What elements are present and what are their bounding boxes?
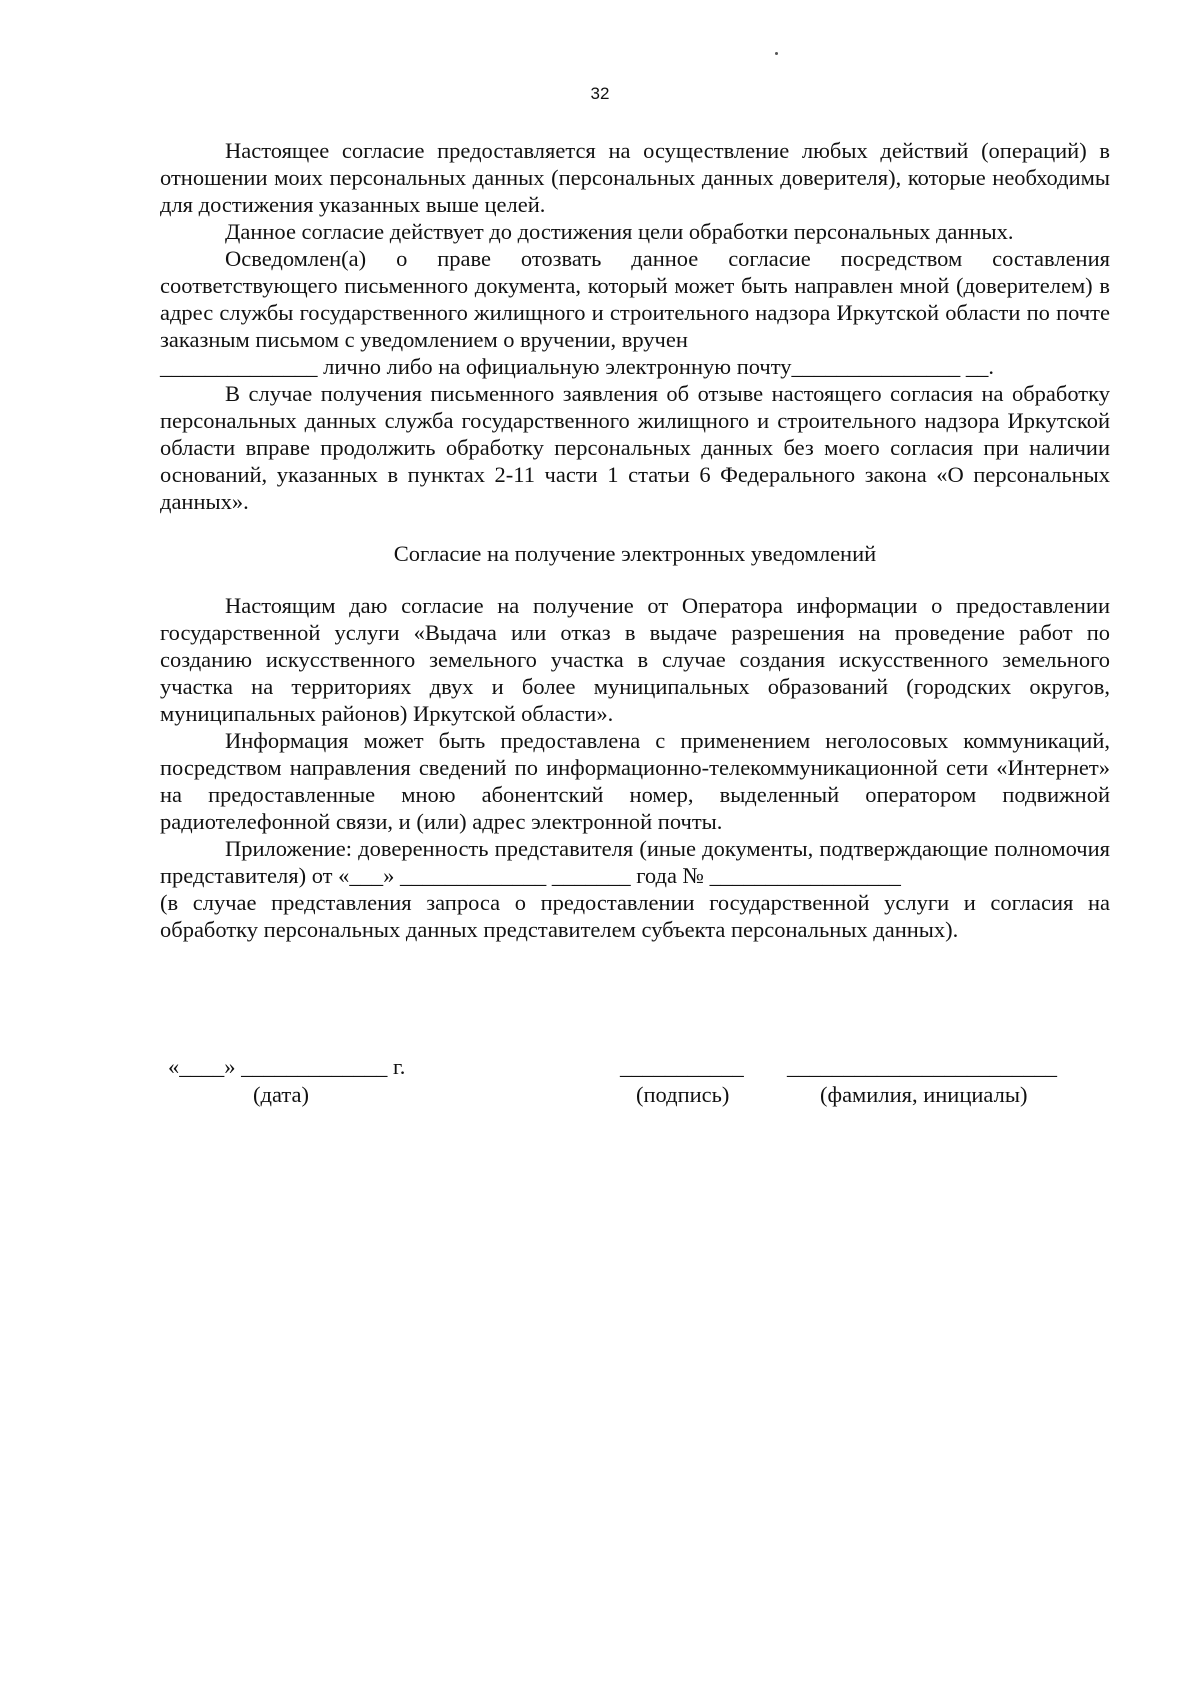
paragraph-revocation-consequences: В случае получения письменного заявления об отзыве настоящего согласия на обработку персональных данных служба государственного жилищного и строительного надзора Иркутской области вправе продолжить обработку персональных данных без моего согласия при наличии оснований, указанных в пунктах 2-11 части 1 статьи 6 Федерального закона «О персональных данных». bbox=[160, 381, 1110, 514]
scan-speck bbox=[775, 52, 778, 55]
paragraph-attachment-note: (в случае представления запроса о предоставлении государственной услуги и согласия на обработку персональных данных представителем субъекта персональных данных). bbox=[160, 890, 1110, 942]
paragraph-revocation-delivery: ______________ лично либо на официальную электронную почту_______________ __. bbox=[160, 354, 995, 379]
name-caption: (фамилия, инициалы) bbox=[820, 1082, 1028, 1107]
signature-caption: (подпись) bbox=[636, 1082, 730, 1107]
paragraph-consent-scope: Настоящее согласие предоставляется на осуществление любых действий (операций) в отношении моих персональных данных (персональных данных доверителя), которые необходимы для достижения указанных выше целей. bbox=[160, 138, 1110, 217]
date-field: «____» _____________ г. bbox=[168, 1054, 406, 1079]
paragraph-notification-consent: Настоящим даю согласие на получение от Оператора информации о предоставлении государственной услуги «Выдача или отказ в выдаче разрешения на проведение работ по созданию искусственного земельного участка в случае создания искусственного земельного участка на территориях двух и более муниципальных образований (городских округов, муниципальных районов) Иркутской области». bbox=[160, 593, 1110, 726]
paragraph-revocation-right: Осведомлен(а) о праве отозвать данное согласие посредством составления соответствующего письменного документа, который может быть направлен мной (доверителем) в адрес службы государственного жилищного и строительного надзора Иркутской области по почте заказным письмом с уведомлением о вручении, вручен bbox=[160, 246, 1110, 352]
paragraph-attachment: Приложение: доверенность представителя (иные документы, подтверждающие полномочия представителя) от «___» _____________ _______ года № _________________ bbox=[160, 836, 1110, 888]
page-number: 32 bbox=[590, 84, 610, 103]
signature-block bbox=[160, 1054, 1110, 1124]
document-body bbox=[160, 137, 1110, 943]
date-caption: (дата) bbox=[253, 1082, 309, 1107]
section-heading: Согласие на получение электронных уведомлений bbox=[393, 541, 877, 566]
name-field: ________________________ bbox=[787, 1054, 1057, 1079]
paragraph-notification-channels: Информация может быть предоставлена с применением неголосовых коммуникаций, посредством направления сведений по информационно-телекоммуникационной сети «Интернет» на предоставленные мною абонентский номер, выделенный оператором подвижной радиотелефонной связи, и (или) адрес электронной почты. bbox=[160, 728, 1110, 834]
paragraph-consent-duration: Данное согласие действует до достижения цели обработки персональных данных. bbox=[225, 219, 1014, 244]
signature-field: ___________ bbox=[620, 1054, 744, 1079]
